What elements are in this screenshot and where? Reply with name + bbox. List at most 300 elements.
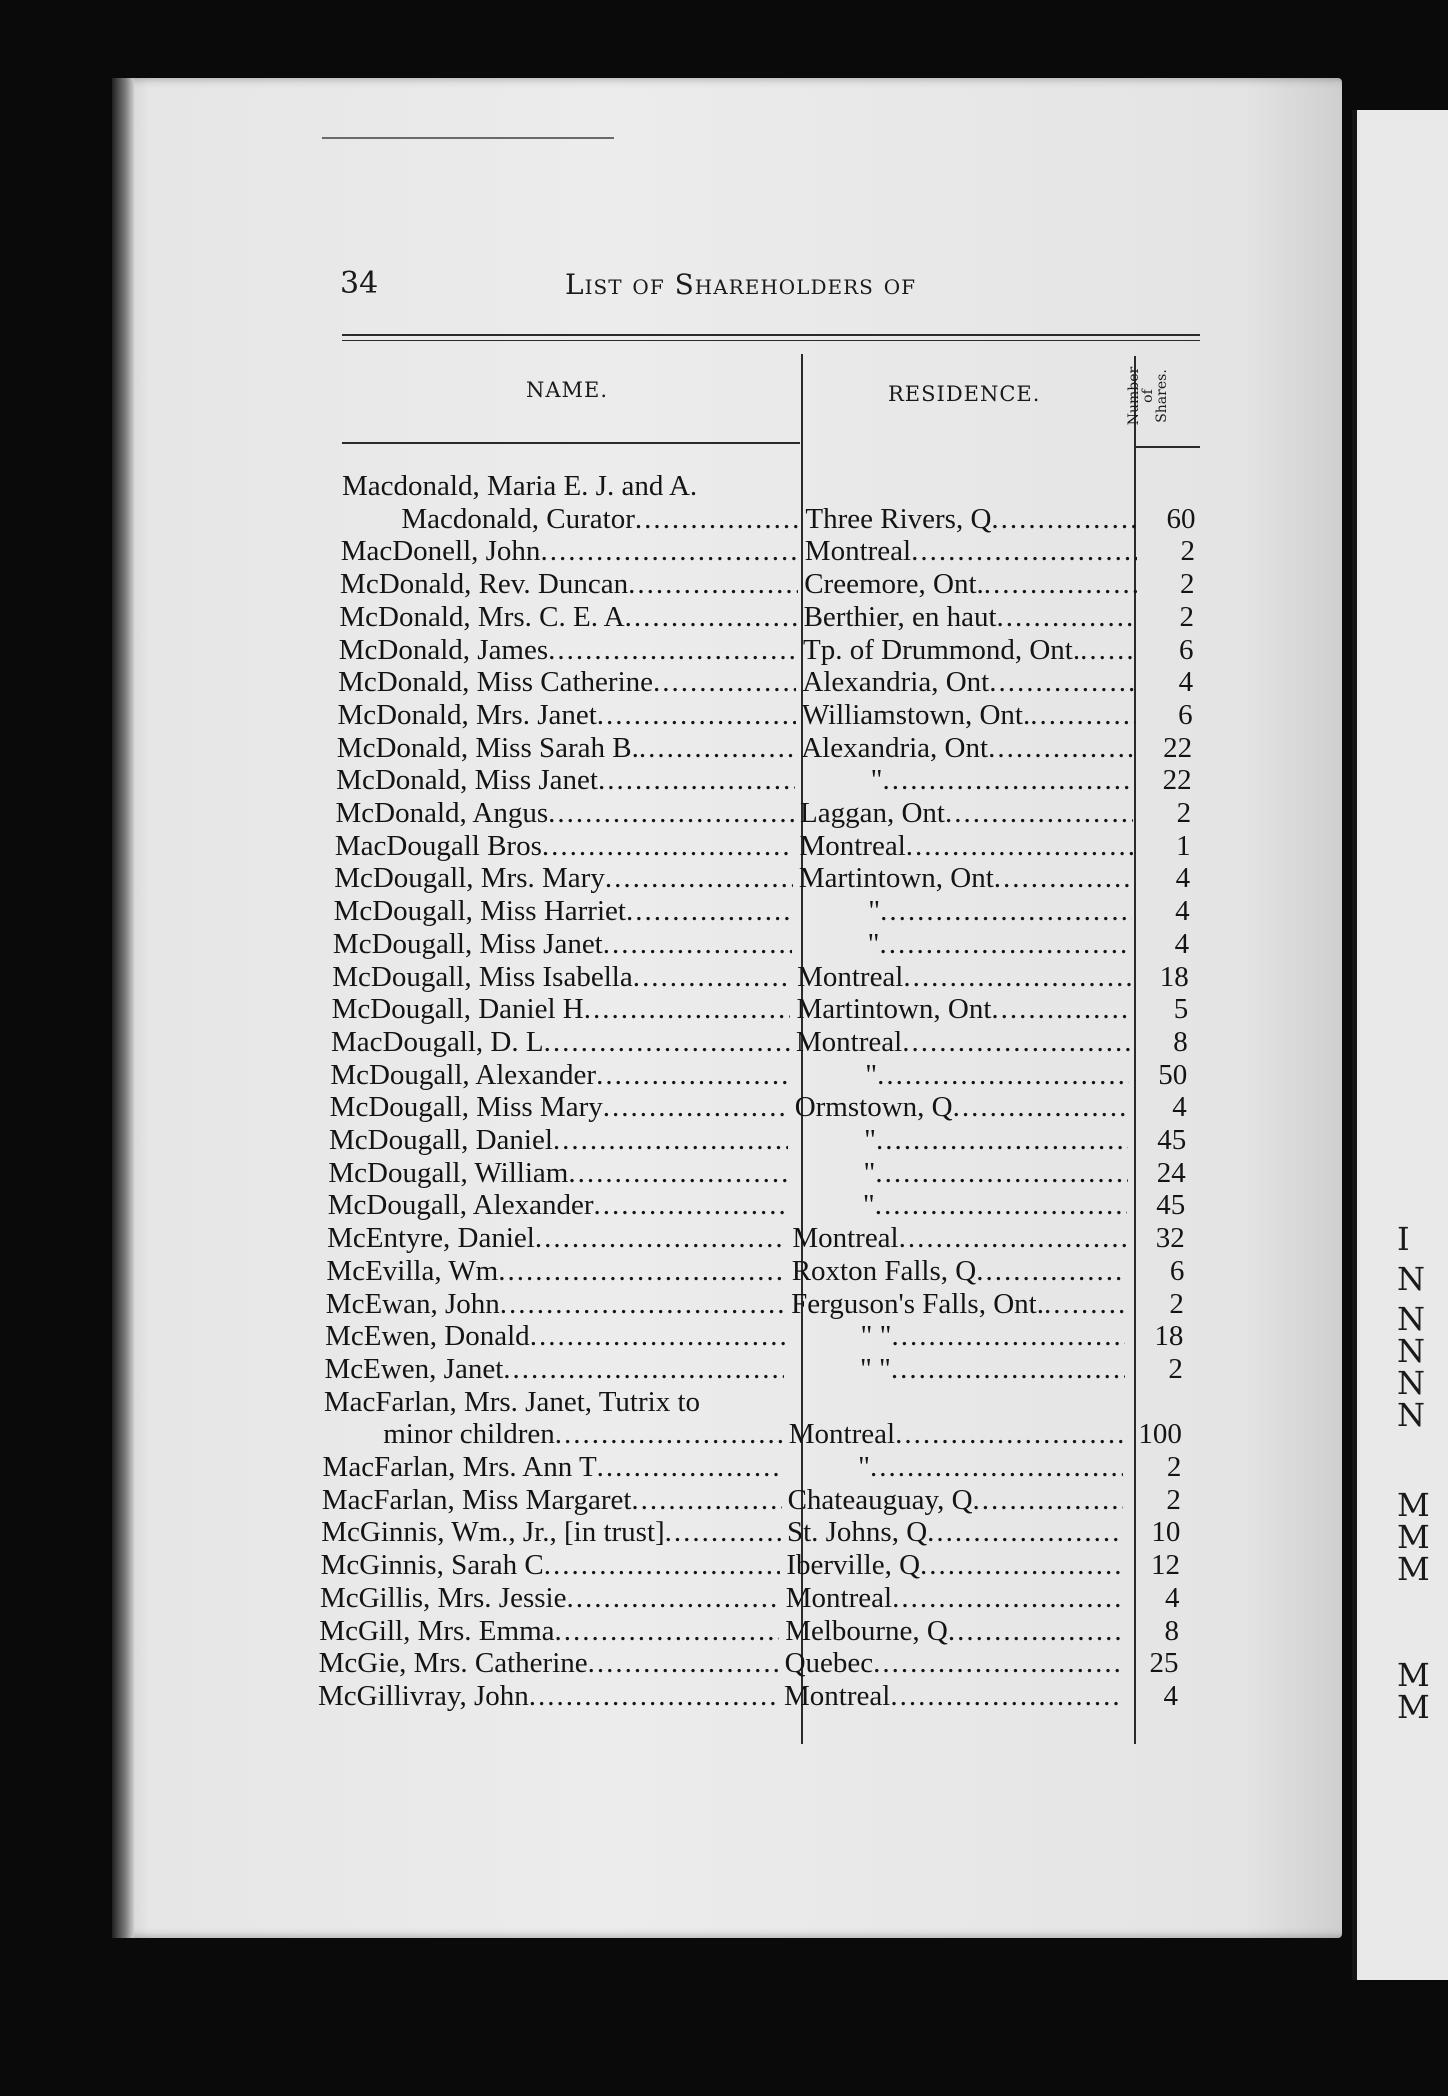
shareholder-name bbox=[337, 699, 795, 732]
leader-dots bbox=[927, 1516, 1122, 1548]
table-row bbox=[328, 1189, 1186, 1223]
shareholder-name-text: McGie, Mrs. Catherine bbox=[318, 1647, 588, 1680]
shareholder-name bbox=[336, 797, 795, 830]
leader-dots bbox=[628, 568, 798, 600]
shareholder-name bbox=[341, 535, 799, 568]
leader-dots bbox=[875, 1157, 1127, 1189]
table-row bbox=[341, 535, 1195, 569]
shares-count: 25 bbox=[1149, 1647, 1179, 1680]
shareholder-name-text: McEwen, Janet bbox=[324, 1352, 504, 1385]
table-row bbox=[331, 1026, 1188, 1060]
leader-dots bbox=[639, 732, 795, 764]
shareholder-name-text: minor children bbox=[383, 1418, 555, 1451]
table-row bbox=[330, 1059, 1187, 1093]
leader-dots bbox=[1044, 1288, 1126, 1320]
leader-dots bbox=[530, 1320, 785, 1352]
shareholder-name bbox=[320, 1582, 780, 1615]
shares-count: 22 bbox=[1162, 764, 1192, 797]
shareholder-residence bbox=[794, 1157, 1128, 1190]
leader-dots bbox=[973, 1484, 1123, 1516]
table-row bbox=[325, 1320, 1183, 1354]
leader-dots bbox=[984, 568, 1137, 600]
shareholder-residence-text: Tp. of Drummond, Ont. bbox=[803, 633, 1081, 666]
shareholder-residence bbox=[802, 666, 1135, 699]
table-row bbox=[339, 601, 1194, 635]
shareholder-name-text: MacFarlan, Mrs. Ann T bbox=[322, 1451, 597, 1483]
leader-dots bbox=[544, 1026, 790, 1058]
shareholder-residence-text: " " bbox=[859, 1352, 891, 1385]
shareholder-name-text: McDougall, Miss Janet bbox=[332, 927, 603, 960]
leader-dots bbox=[891, 1320, 1125, 1352]
shareholder-name bbox=[330, 1059, 789, 1092]
shares-header-line: Number bbox=[1126, 366, 1142, 426]
table-row bbox=[324, 1386, 1183, 1420]
shareholder-name bbox=[337, 732, 795, 765]
leader-dots bbox=[635, 503, 800, 535]
shareholder-name bbox=[333, 928, 792, 961]
leader-dots bbox=[880, 895, 1132, 927]
shareholder-name bbox=[319, 1615, 779, 1648]
shareholder-residence-text: Montreal bbox=[788, 1418, 896, 1451]
shareholder-residence bbox=[801, 732, 1134, 765]
table-row bbox=[332, 993, 1189, 1027]
shareholder-name-text: McDougall, Daniel bbox=[329, 1124, 553, 1156]
shares-count: 1 bbox=[1176, 829, 1191, 862]
shares-count: 22 bbox=[1163, 731, 1193, 764]
table-row bbox=[339, 634, 1194, 668]
leader-dots bbox=[988, 732, 1134, 764]
shares-count: 2 bbox=[1180, 535, 1195, 568]
shareholder-residence-text: Montreal bbox=[804, 535, 912, 568]
leader-dots bbox=[548, 634, 797, 666]
table-row bbox=[318, 1680, 1178, 1714]
shares-count: 32 bbox=[1155, 1222, 1185, 1255]
shareholder-residence-text: " bbox=[864, 1124, 876, 1156]
shareholder-name-text: McEntyre, Daniel bbox=[327, 1222, 535, 1255]
shareholder-residence-text: Ormstown, Q bbox=[794, 1091, 953, 1124]
leader-dots bbox=[568, 1157, 787, 1189]
leader-dots bbox=[991, 993, 1130, 1025]
shareholder-residence bbox=[794, 1124, 1128, 1157]
facing-page-fragment: M bbox=[1397, 1688, 1430, 1726]
column-header-residence: RESIDENCE. bbox=[888, 382, 1041, 406]
shareholder-name-text: McDonald, Mrs. C. E. A bbox=[339, 600, 625, 633]
shares-count: 6 bbox=[1179, 633, 1194, 666]
leader-dots bbox=[880, 928, 1132, 960]
shareholder-residence bbox=[788, 1451, 1123, 1484]
shares-count: 8 bbox=[1164, 1614, 1179, 1647]
shares-count: 4 bbox=[1175, 862, 1191, 895]
facing-page-fragment: M bbox=[1397, 1550, 1430, 1588]
shareholder-name-text: McDougall, Alexander bbox=[330, 1058, 597, 1091]
shareholder-residence bbox=[792, 1222, 1126, 1255]
leader-dots bbox=[555, 1418, 783, 1450]
shareholder-residence bbox=[805, 503, 1137, 536]
table-row bbox=[321, 1549, 1180, 1583]
facing-page-fragment: M bbox=[1397, 1656, 1430, 1694]
shareholder-name-text: McGinnis, Sarah C bbox=[320, 1549, 544, 1582]
shareholder-residence-text: Laggan, Ont bbox=[800, 797, 945, 829]
leader-dots bbox=[994, 862, 1132, 894]
leader-dots bbox=[882, 764, 1133, 796]
shares-count: 4 bbox=[1164, 1581, 1180, 1614]
leader-dots bbox=[877, 1059, 1129, 1091]
shareholder-name-text: McDonald, Mrs. Janet bbox=[337, 698, 597, 731]
shareholder-residence bbox=[796, 1026, 1130, 1059]
leader-dots bbox=[665, 1516, 781, 1548]
shareholder-residence bbox=[802, 699, 1135, 732]
leader-dots bbox=[902, 1026, 1130, 1058]
shareholder-residence bbox=[791, 1320, 1126, 1353]
page-number: 34 bbox=[340, 266, 379, 301]
table-row bbox=[335, 830, 1191, 864]
shares-count: 2 bbox=[1168, 1352, 1183, 1385]
shareholder-residence-text: " bbox=[858, 1451, 870, 1483]
shareholder-name bbox=[321, 1549, 781, 1582]
leader-dots bbox=[597, 1451, 782, 1483]
shareholder-name bbox=[318, 1680, 778, 1713]
shareholder-name bbox=[339, 634, 797, 667]
shareholder-name-text: Macdonald, Curator bbox=[401, 502, 635, 535]
table-row bbox=[327, 1222, 1185, 1256]
shareholder-name-text: MacDougall, D. L bbox=[330, 1025, 544, 1058]
leader-dots bbox=[653, 666, 796, 698]
shareholder-residence-text: " bbox=[862, 1189, 875, 1222]
shareholder-residence bbox=[799, 862, 1132, 895]
leader-dots bbox=[873, 1647, 1120, 1679]
page-binding-shadow bbox=[112, 78, 134, 1938]
table-row bbox=[329, 1124, 1186, 1158]
leader-dots bbox=[892, 1582, 1121, 1614]
shareholder-residence-text: St. Johns, Q bbox=[786, 1516, 928, 1549]
facing-page-fragment: I bbox=[1397, 1220, 1410, 1258]
shares-count: 2 bbox=[1166, 1483, 1181, 1516]
leader-dots bbox=[593, 1189, 786, 1221]
shares-count: 4 bbox=[1175, 895, 1190, 928]
shareholder-name-text: McGillivray, John bbox=[318, 1679, 529, 1712]
shares-count: 4 bbox=[1174, 927, 1190, 960]
table-row bbox=[337, 732, 1192, 766]
shareholder-residence bbox=[793, 1189, 1127, 1222]
shareholder-name-text: McDougall, Miss Isabella bbox=[332, 960, 633, 993]
leader-dots bbox=[548, 797, 794, 829]
facing-page-fragment: N bbox=[1397, 1300, 1425, 1338]
leader-dots bbox=[1030, 699, 1134, 731]
shares-count: 12 bbox=[1150, 1549, 1180, 1582]
shareholder-residence-text: Ferguson's Falls, Ont. bbox=[791, 1287, 1044, 1320]
leader-dots bbox=[596, 1059, 789, 1091]
shareholder-name-text: McDougall, Alexander bbox=[327, 1189, 594, 1222]
leader-dots bbox=[498, 1255, 785, 1287]
leader-dots bbox=[603, 928, 792, 960]
shareholder-name bbox=[330, 1091, 789, 1124]
leader-dots bbox=[903, 961, 1130, 993]
shareholder-name bbox=[322, 1484, 782, 1517]
top-decorative-rule bbox=[322, 137, 614, 139]
shareholder-residence-text: Alexandria, Ont bbox=[801, 731, 989, 764]
leader-dots bbox=[603, 1091, 789, 1123]
shareholder-name-text: MacFarlan, Miss Margaret bbox=[321, 1483, 632, 1516]
facing-page-fragment: N bbox=[1397, 1332, 1425, 1370]
shares-count: 2 bbox=[1180, 568, 1195, 601]
facing-page-fragment: M bbox=[1397, 1486, 1430, 1524]
leader-dots bbox=[553, 1124, 788, 1156]
leader-dots bbox=[948, 1615, 1121, 1647]
shareholder-name bbox=[328, 1189, 787, 1222]
shareholder-residence bbox=[804, 601, 1136, 634]
leader-dots bbox=[911, 535, 1137, 567]
shareholder-residence-text: Roxton Falls, Q bbox=[791, 1254, 977, 1287]
shareholder-residence-text: Montreal bbox=[795, 1025, 903, 1058]
shareholder-name-text: McDonald, Angus bbox=[335, 797, 549, 829]
shareholder-name bbox=[339, 601, 797, 634]
shareholder-residence-text: Melbourne, Q bbox=[785, 1614, 948, 1647]
shareholder-name-text: McGillis, Mrs. Jessie bbox=[319, 1581, 567, 1614]
shareholder-residence bbox=[791, 1288, 1126, 1321]
shareholder-residence-text: Montreal bbox=[799, 829, 906, 862]
shares-count: 10 bbox=[1151, 1516, 1181, 1549]
shareholder-name-text: McGill, Mrs. Emma bbox=[319, 1614, 555, 1647]
leader-dots bbox=[598, 764, 795, 796]
leader-dots bbox=[875, 1189, 1128, 1221]
leader-dots bbox=[584, 993, 791, 1025]
shareholder-name bbox=[331, 1026, 790, 1059]
shareholder-residence bbox=[797, 961, 1131, 994]
shareholder-name bbox=[341, 503, 799, 536]
shareholder-residence bbox=[801, 764, 1134, 797]
shareholder-residence bbox=[804, 568, 1136, 601]
shareholder-residence bbox=[803, 634, 1136, 667]
table-row bbox=[333, 928, 1189, 962]
shares-count: 18 bbox=[1154, 1320, 1184, 1353]
facing-page-fragment: M bbox=[1397, 1518, 1430, 1556]
leader-dots bbox=[540, 535, 798, 567]
leader-dots bbox=[991, 503, 1137, 535]
shareholder-residence bbox=[789, 1418, 1124, 1451]
table-row bbox=[326, 1255, 1184, 1289]
shares-count: 2 bbox=[1176, 797, 1192, 829]
shareholder-name-text: McDougall, William bbox=[328, 1156, 569, 1189]
shareholder-name bbox=[319, 1647, 779, 1680]
shares-count: 4 bbox=[1172, 1091, 1187, 1124]
shareholder-residence-text: Chateauguay, Q bbox=[787, 1483, 973, 1516]
shareholder-name-text: McEwan, John bbox=[325, 1287, 500, 1320]
shareholder-name-text: McDougall, Daniel H bbox=[331, 993, 584, 1026]
column-header-shares bbox=[1126, 356, 1170, 436]
table-row bbox=[334, 862, 1190, 896]
leader-dots bbox=[876, 1124, 1128, 1156]
shareholder-residence-text: Quebec bbox=[784, 1647, 874, 1680]
shareholder-name bbox=[328, 1157, 787, 1190]
shareholder-name bbox=[324, 1386, 784, 1419]
facing-page-fragment: N bbox=[1397, 1260, 1425, 1298]
shares-count: 6 bbox=[1178, 698, 1193, 731]
leader-dots bbox=[542, 830, 794, 862]
shares-count: 2 bbox=[1179, 600, 1195, 633]
shareholder-name bbox=[340, 568, 798, 601]
leader-dots bbox=[870, 1451, 1123, 1483]
table-top-rule bbox=[342, 334, 1200, 336]
table-row bbox=[319, 1615, 1179, 1649]
shareholder-name-text: McEwen, Donald bbox=[325, 1320, 530, 1353]
shareholder-residence bbox=[785, 1615, 1121, 1648]
table-row bbox=[332, 961, 1188, 995]
shareholder-residence-text: Creemore, Ont. bbox=[804, 568, 984, 601]
shareholder-residence bbox=[786, 1582, 1122, 1615]
shareholder-name bbox=[332, 961, 791, 994]
shareholder-residence-text: Montreal bbox=[797, 960, 904, 993]
shareholder-residence-text: " bbox=[867, 927, 880, 960]
table-row bbox=[340, 568, 1194, 602]
shares-header-bottom-rule bbox=[1134, 446, 1200, 448]
leader-dots bbox=[945, 797, 1133, 829]
shareholder-name bbox=[334, 895, 793, 928]
leader-dots bbox=[899, 1222, 1127, 1254]
shareholder-residence bbox=[792, 1255, 1127, 1288]
shares-count: 2 bbox=[1169, 1287, 1184, 1320]
shareholder-name bbox=[324, 1353, 783, 1386]
shareholder-name-text: McDougall, Miss Harriet bbox=[333, 895, 626, 928]
shareholder-residence-text: Williamstown, Ont. bbox=[801, 698, 1031, 731]
shareholder-name bbox=[329, 1124, 788, 1157]
shareholder-residence bbox=[795, 1091, 1129, 1124]
shares-count: 45 bbox=[1157, 1124, 1187, 1156]
leader-dots bbox=[633, 961, 791, 993]
shareholder-name-text: McDonald, Miss Sarah B. bbox=[336, 731, 639, 764]
table-row bbox=[337, 699, 1192, 733]
leader-dots bbox=[605, 862, 793, 894]
shareholder-name-text: McDonald, Miss Janet bbox=[336, 764, 598, 797]
table-row bbox=[326, 1288, 1184, 1322]
shareholder-name bbox=[327, 1222, 786, 1255]
table-row bbox=[321, 1516, 1180, 1550]
leader-dots bbox=[976, 1255, 1126, 1287]
shareholder-residence-text: Martintown, Ont bbox=[796, 993, 992, 1026]
leader-dots bbox=[890, 1680, 1120, 1712]
shareholder-residence-text: " bbox=[865, 1058, 878, 1091]
shareholder-residence bbox=[798, 928, 1132, 961]
shares-header-line: of bbox=[1140, 389, 1156, 403]
shareholder-name-text: McDougall, Miss Mary bbox=[329, 1091, 603, 1124]
shareholder-name-text: McDonald, Miss Catherine bbox=[338, 666, 654, 699]
shareholder-name bbox=[332, 993, 791, 1026]
shares-count: 2 bbox=[1166, 1451, 1182, 1483]
table-row bbox=[342, 470, 1196, 504]
leader-dots bbox=[588, 1647, 779, 1679]
leader-dots bbox=[544, 1549, 781, 1581]
leader-dots bbox=[997, 601, 1137, 633]
table-row bbox=[322, 1484, 1181, 1518]
facing-page-edge bbox=[1352, 110, 1448, 1980]
shareholder-residence-text: " bbox=[868, 895, 881, 928]
shareholder-name-text: MacFarlan, Mrs. Janet, Tutrix to bbox=[323, 1385, 701, 1418]
table-row bbox=[323, 1418, 1182, 1452]
shares-count: 100 bbox=[1138, 1418, 1182, 1451]
shareholder-name bbox=[323, 1451, 783, 1484]
shareholder-residence bbox=[805, 535, 1137, 568]
shareholder-name bbox=[338, 666, 796, 699]
shareholder-residence-text: Berthier, en haut bbox=[803, 600, 997, 633]
table-row bbox=[324, 1353, 1182, 1387]
shareholder-residence-text: Montreal bbox=[785, 1581, 893, 1614]
table-row bbox=[328, 1157, 1185, 1191]
shares-count: 60 bbox=[1166, 502, 1196, 535]
shareholder-residence bbox=[788, 1484, 1123, 1517]
leader-dots bbox=[631, 1484, 781, 1516]
leader-dots bbox=[625, 601, 798, 633]
shareholder-name-text: MacDonell, John bbox=[340, 535, 541, 568]
running-title: List of Shareholders of bbox=[565, 268, 917, 301]
table-row bbox=[334, 895, 1190, 929]
leader-dots bbox=[597, 699, 796, 731]
shareholder-name-text: McEvilla, Wm bbox=[326, 1254, 499, 1287]
shareholder-residence bbox=[798, 895, 1131, 928]
shareholder-residence-text: Montreal bbox=[792, 1222, 899, 1255]
leader-dots bbox=[500, 1288, 785, 1320]
shareholder-residence-text: Martintown, Ont bbox=[798, 862, 994, 895]
shareholder-residence bbox=[787, 1516, 1122, 1549]
shares-count: 24 bbox=[1156, 1156, 1186, 1189]
shareholder-residence-text: Three Rivers, Q bbox=[805, 502, 992, 535]
facing-page-fragment: N bbox=[1397, 1396, 1425, 1434]
shareholder-name-text: McDonald, Rev. Duncan bbox=[340, 568, 629, 601]
table-row bbox=[319, 1647, 1179, 1681]
shareholder-name bbox=[323, 1418, 783, 1451]
leader-dots bbox=[566, 1582, 779, 1614]
shareholder-name bbox=[326, 1288, 785, 1321]
shares-count: 8 bbox=[1173, 1025, 1188, 1058]
shareholder-residence bbox=[795, 1059, 1129, 1092]
shares-count: 4 bbox=[1178, 666, 1194, 699]
table-row bbox=[336, 797, 1192, 831]
shareholder-residence-text: " bbox=[870, 764, 883, 797]
table-top-rule-thin bbox=[342, 340, 1200, 341]
header-bottom-rule bbox=[342, 442, 800, 444]
shareholder-name-text: McDougall, Mrs. Mary bbox=[334, 862, 605, 895]
shares-count: 45 bbox=[1156, 1189, 1186, 1222]
shares-count: 6 bbox=[1169, 1254, 1185, 1287]
shareholder-name-text: Macdonald, Maria E. J. and A. bbox=[342, 470, 698, 502]
shareholder-name bbox=[334, 862, 793, 895]
leader-dots bbox=[953, 1091, 1129, 1123]
leader-dots bbox=[503, 1353, 784, 1385]
shareholder-residence bbox=[799, 830, 1132, 863]
leader-dots bbox=[895, 1418, 1124, 1450]
shareholder-residence-text: Alexandria, Ont bbox=[802, 666, 990, 699]
leader-dots bbox=[906, 830, 1133, 862]
shareholder-name bbox=[321, 1516, 781, 1549]
shareholder-name bbox=[342, 470, 800, 503]
shares-count: 4 bbox=[1163, 1679, 1178, 1712]
shareholder-residence-text: " " bbox=[860, 1320, 892, 1353]
table-row bbox=[323, 1451, 1182, 1485]
shareholder-residence bbox=[786, 1549, 1122, 1582]
shareholder-residence bbox=[796, 993, 1130, 1026]
shareholder-residence bbox=[785, 1647, 1121, 1680]
leader-dots bbox=[626, 895, 792, 927]
shareholder-name-text: McGinnis, Wm., Jr., [in trust] bbox=[321, 1516, 665, 1549]
shareholder-name-text: MacDougall Bros bbox=[334, 829, 542, 862]
shareholder-residence-text: Iberville, Q bbox=[786, 1549, 921, 1582]
shareholder-name-text: McDonald, James bbox=[338, 633, 549, 666]
table-row bbox=[336, 764, 1191, 798]
leader-dots bbox=[529, 1680, 778, 1712]
shareholder-residence bbox=[800, 797, 1133, 830]
leader-dots bbox=[555, 1615, 780, 1647]
shareholder-name bbox=[335, 830, 794, 863]
table-row bbox=[330, 1091, 1187, 1125]
column-header-name: NAME. bbox=[526, 378, 609, 402]
